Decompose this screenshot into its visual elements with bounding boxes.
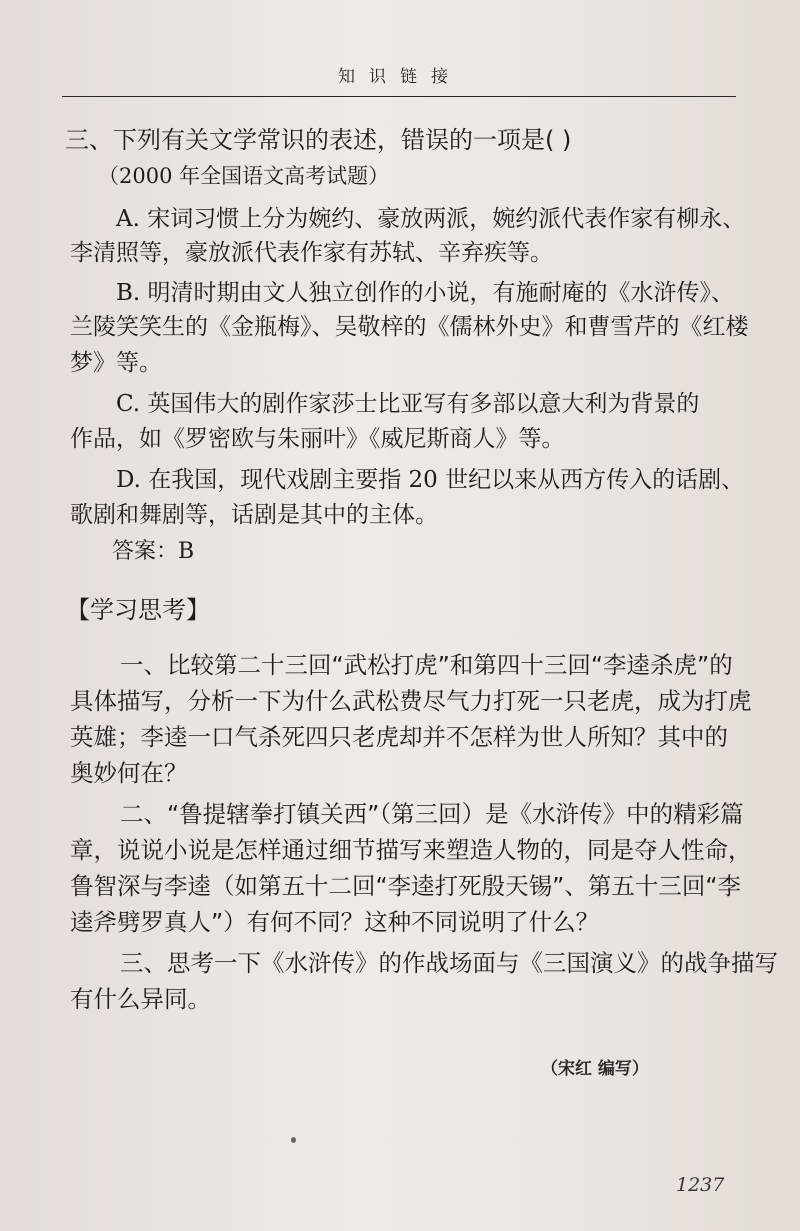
running-header: 知识链接 [338, 67, 462, 87]
study-item-3-line-2: 有什么异同。 [70, 985, 211, 1013]
option-b-line-2: 兰陵笑笑生的《金瓶梅》、吴敬梓的《儒林外史》和曹雪芹的《红楼 [70, 314, 749, 340]
paper-speck [291, 1137, 296, 1143]
study-item-1-line-3: 英雄；李逵一口气杀死四只老虎却并不怎样为世人所知？其中的 [70, 723, 728, 751]
header-rule [62, 96, 736, 97]
study-item-2-line-1: 二、“鲁提辖拳打镇关西”（第三回）是《水浒传》中的精彩篇 [120, 800, 744, 828]
study-item-3-line-1: 三、思考一下《水浒传》的作战场面与《三国演义》的战争描写 [120, 949, 778, 977]
option-c-line-2: 作品，如《罗密欧与朱丽叶》《威尼斯商人》等。 [70, 426, 565, 452]
option-c-line-1: C. 英国伟大的剧作家莎士比亚写有多部以意大利为背景的 [116, 391, 700, 417]
answer-text: 答案：B [112, 539, 195, 564]
page-number: 1237 [676, 1174, 725, 1196]
question-prompt: 三、下列有关文学常识的表述，错误的一项是( ) [65, 126, 572, 154]
study-item-2-line-4: 逵斧劈罗真人”）有何不同？这种不同说明了什么？ [70, 908, 600, 936]
study-item-1-line-2: 具体描写，分析一下为什么武松费尽气力打死一只老虎，成为打虎 [70, 687, 752, 715]
study-item-2-line-2: 章，说说小说是怎样通过细节描写来塑造人物的，同是夺人性命， [70, 836, 752, 864]
option-d-line-2: 歌剧和舞剧等，话剧是其中的主体。 [70, 502, 438, 528]
option-b-line-3: 梦》等。 [70, 350, 162, 376]
option-a-line-2: 李清照等，豪放派代表作家有苏轼、辛弃疾等。 [70, 240, 553, 266]
study-item-1-line-1: 一、比较第二十三回“武松打虎”和第四十三回“李逵杀虎”的 [120, 651, 733, 679]
option-a-line-1: A. 宋词习惯上分为婉约、豪放两派，婉约派代表作家有柳永、 [116, 206, 746, 232]
option-d-line-1: D. 在我国，现代戏剧主要指 20 世纪以来从西方传入的话剧、 [116, 467, 745, 493]
study-item-2-line-3: 鲁智深与李逵（如第五十二回“李逵打死殷天锡”、第五十三回“李 [70, 872, 742, 900]
section-title: 【学习思考】 [66, 596, 210, 624]
question-source: （2000 年全国语文高考试题） [98, 164, 390, 188]
option-b-line-1: B. 明清时期由文人独立创作的小说，有施耐庵的《水浒传》、 [116, 280, 735, 306]
study-item-1-line-4: 奥妙何在？ [70, 759, 188, 787]
author-credit: （宋红 编写） [541, 1059, 649, 1079]
